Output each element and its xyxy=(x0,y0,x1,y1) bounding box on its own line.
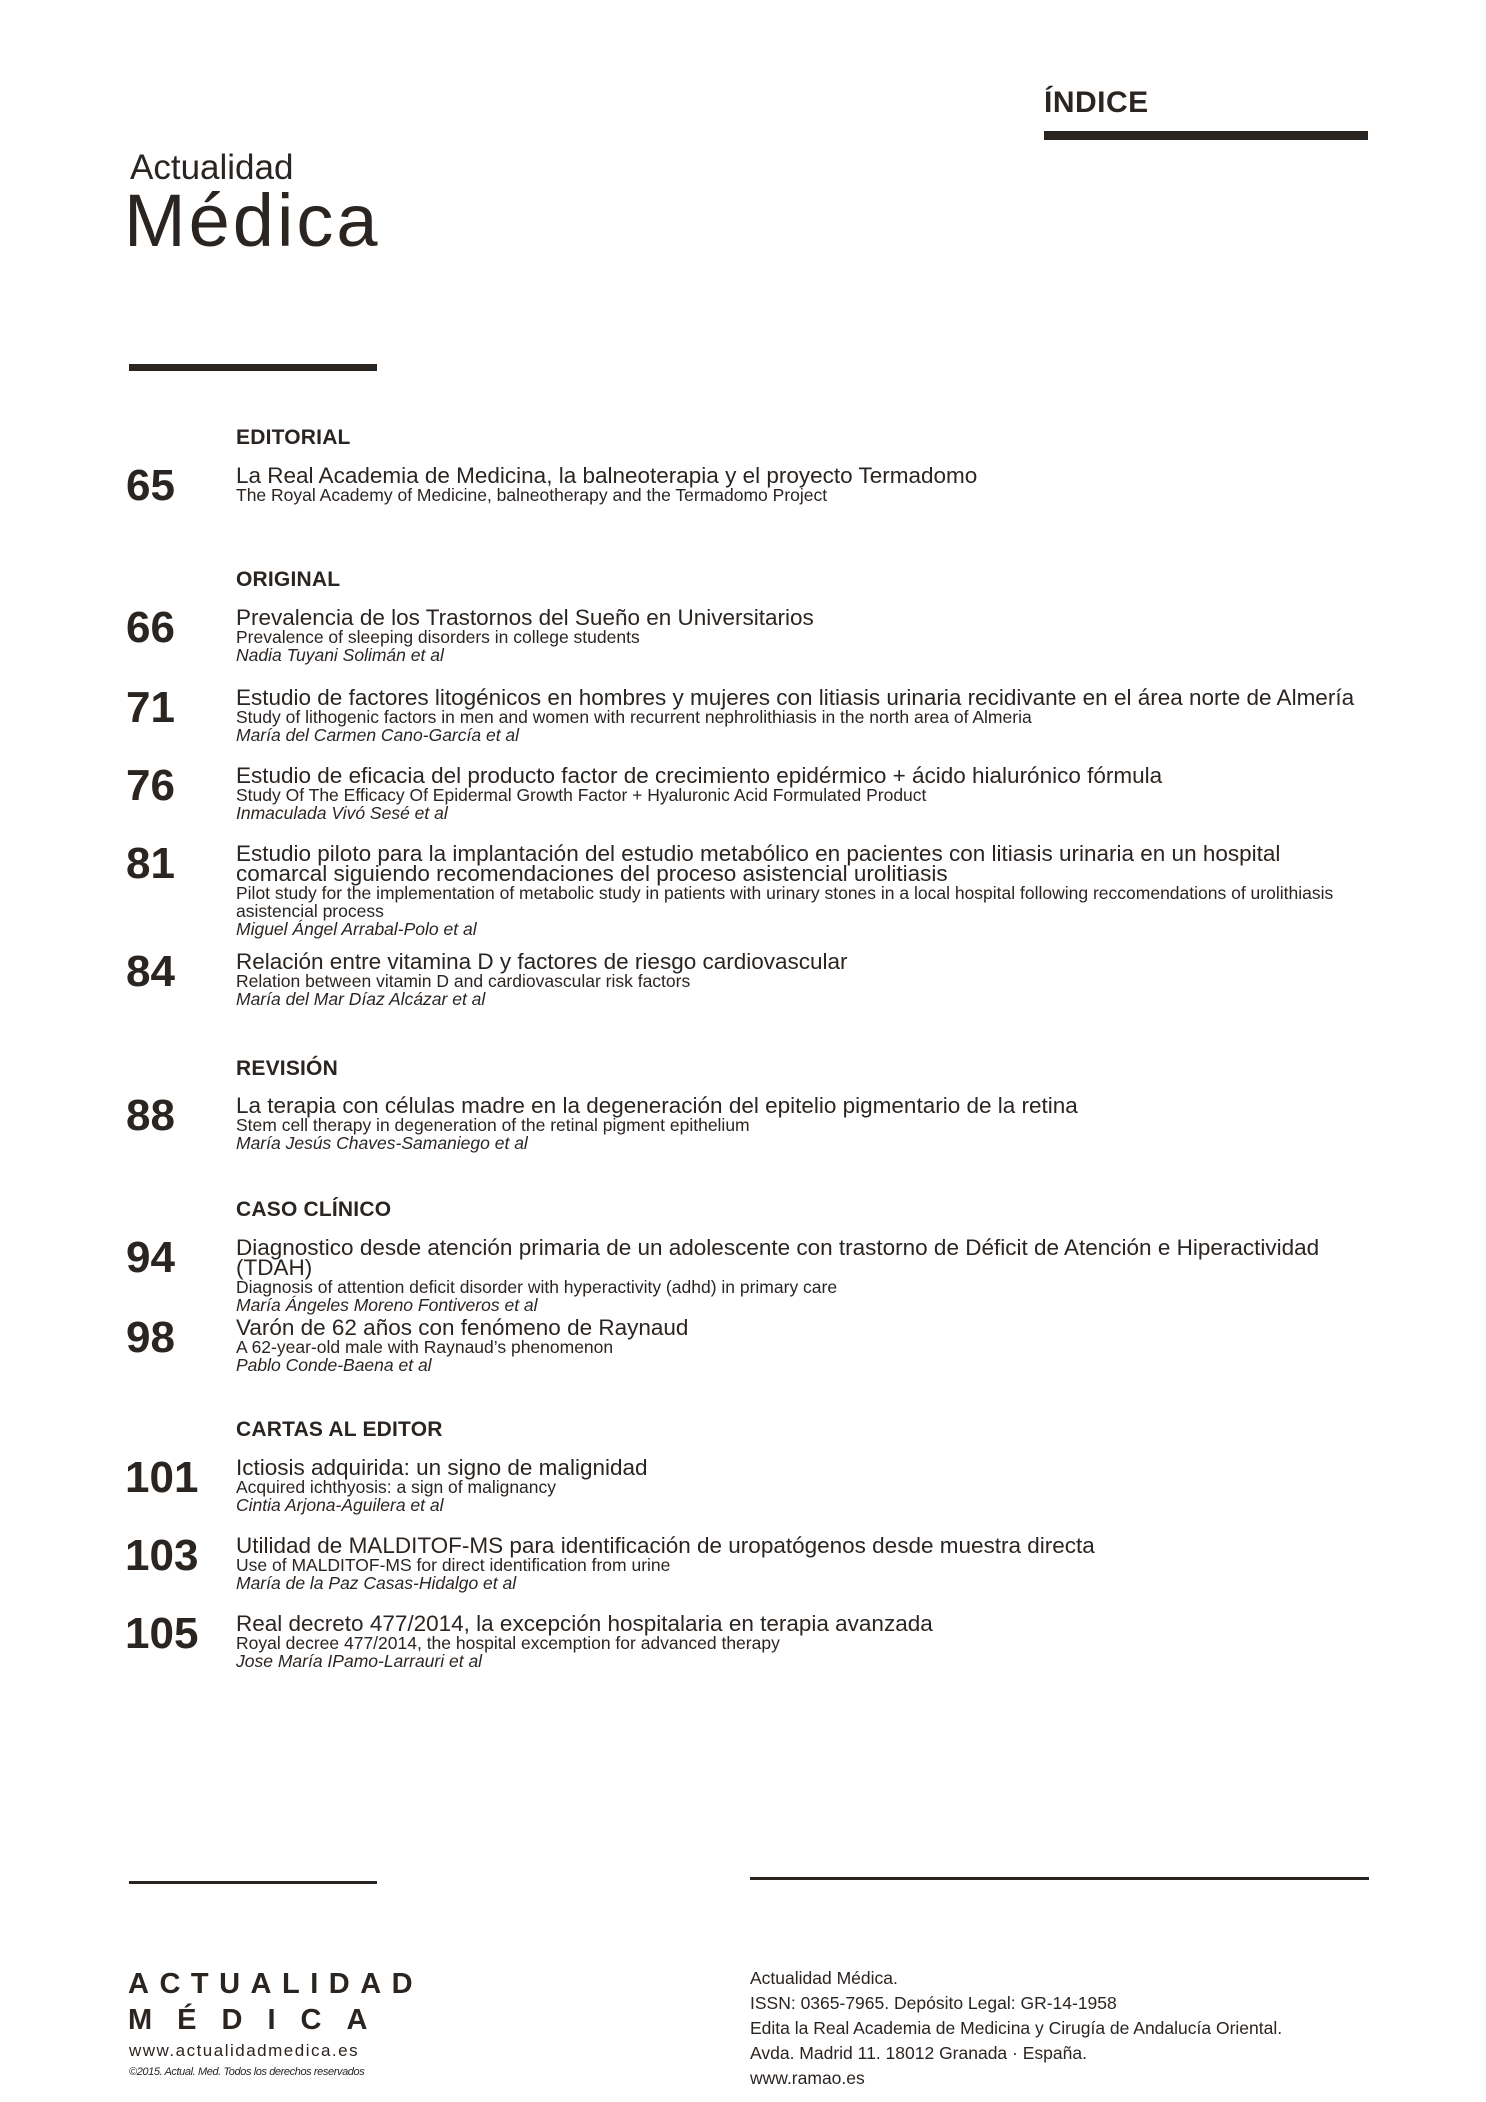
article-title-en: Use of MALDITOF-MS for direct identification from urine xyxy=(236,1555,671,1575)
footer-brand-line2: MÉDICA xyxy=(128,2004,393,2036)
article-authors: María del Mar Díaz Alcázar et al xyxy=(236,989,486,1009)
entry-text xyxy=(236,1611,1366,1671)
article-title-es[interactable]: Estudio piloto para la implantación del estudio metabólico en pacientes con litiasis urinaria en un hospital comarcal siguiendo recomendaciones del proceso asistencial urolitiasis xyxy=(236,841,1281,886)
footer-brand-line1: ACTUALIDAD xyxy=(128,1968,424,2000)
article-authors: Inmaculada Vivó Sesé et al xyxy=(236,803,448,823)
index-title-rule xyxy=(1044,131,1368,140)
entry-text xyxy=(236,1455,1366,1515)
article-title-en: Prevalence of sleeping disorders in college students xyxy=(236,627,640,647)
entry-text xyxy=(236,1315,1366,1375)
page-number: 76 xyxy=(126,761,175,810)
article-authors: María Ángeles Moreno Fontiveros et al xyxy=(236,1295,538,1315)
article-authors: Pablo Conde-Baena et al xyxy=(236,1355,432,1375)
index-title: ÍNDICE xyxy=(1044,86,1149,119)
page-number: 66 xyxy=(126,603,175,652)
publisher-line: Avda. Madrid 11. 18012 Granada · España. xyxy=(750,2043,1087,2063)
entry-text xyxy=(236,605,1366,665)
article-title-en: Diagnosis of attention deficit disorder with hyperactivity (adhd) in primary care xyxy=(236,1277,838,1297)
article-title-en: Pilot study for the implementation of metabolic study in patients with urinary stones in a local hospital following reccomendations of urolithiasis asistencial process xyxy=(236,883,1334,921)
publisher-line: ISSN: 0365-7965. Depósito Legal: GR-14-1958 xyxy=(750,1993,1117,2013)
article-title-es[interactable]: Real decreto 477/2014, la excepción hospitalaria en terapia avanzada xyxy=(236,1611,933,1636)
entry-text xyxy=(236,1235,1366,1315)
section-heading: EDITORIAL xyxy=(236,426,351,449)
page-number: 81 xyxy=(126,839,175,888)
article-title-es[interactable]: Utilidad de MALDITOF-MS para identificación de uropatógenos desde muestra directa xyxy=(236,1533,1095,1558)
entry-text xyxy=(236,1093,1366,1153)
entry-text xyxy=(236,949,1366,1009)
article-title-es[interactable]: Estudio de eficacia del producto factor de crecimiento epidérmico + ácido hialurónico fórmula xyxy=(236,763,1163,788)
page-number: 101 xyxy=(125,1453,199,1502)
footer-website-link[interactable]: www.actualidadmedica.es xyxy=(129,2041,360,2060)
article-authors: Miguel Ángel Arrabal-Polo et al xyxy=(236,919,477,939)
article-authors: María de la Paz Casas-Hidalgo et al xyxy=(236,1573,517,1593)
page-number: 84 xyxy=(126,947,175,996)
page-number: 88 xyxy=(126,1091,175,1140)
page-number: 71 xyxy=(126,683,175,732)
article-title-es[interactable]: La terapia con células madre en la degeneración del epitelio pigmentario de la retina xyxy=(236,1093,1078,1118)
article-authors: Cintia Arjona-Aguilera et al xyxy=(236,1495,444,1515)
article-authors: María del Carmen Cano-García et al xyxy=(236,725,520,745)
entry-text xyxy=(236,1533,1366,1593)
header-divider xyxy=(129,364,377,371)
article-title-en: The Royal Academy of Medicine, balneotherapy and the Termadomo Project xyxy=(236,485,828,505)
publisher-website-link[interactable]: www.ramao.es xyxy=(750,2068,865,2088)
article-title-en: Stem cell therapy in degeneration of the retinal pigment epithelium xyxy=(236,1115,750,1135)
article-title-en: Study Of The Efficacy Of Epidermal Growth Factor + Hyaluronic Acid Formulated Product xyxy=(236,785,927,805)
article-title-en: Acquired ichthyosis: a sign of malignancy xyxy=(236,1477,557,1497)
article-title-es[interactable]: Relación entre vitamina D y factores de riesgo cardiovascular xyxy=(236,949,848,974)
article-title-es[interactable]: Diagnostico desde atención primaria de un adolescente con trastorno de Déficit de Atención e Hiperactividad (TDAH) xyxy=(236,1235,1320,1280)
article-authors: Nadia Tuyani Solimán et al xyxy=(236,645,444,665)
article-authors: María Jesús Chaves-Samaniego et al xyxy=(236,1133,528,1153)
article-title-en: Royal decree 477/2014, the hospital excemption for advanced therapy xyxy=(236,1633,780,1653)
footer-copyright: ©2015. Actual. Med. Todos los derechos reservados xyxy=(129,2066,365,2078)
entry-text xyxy=(236,841,1366,939)
section-heading: ORIGINAL xyxy=(236,568,341,591)
page-number: 105 xyxy=(125,1609,199,1658)
article-title-en: A 62-year-old male with Raynaud’s phenomenon xyxy=(236,1337,614,1357)
page-number: 65 xyxy=(126,461,175,510)
page-number: 94 xyxy=(126,1233,175,1282)
article-title-es[interactable]: Prevalencia de los Trastornos del Sueño en Universitarios xyxy=(236,605,814,630)
section-heading: CARTAS AL EDITOR xyxy=(236,1418,443,1441)
article-title-es[interactable]: La Real Academia de Medicina, la balneoterapia y el proyecto Termadomo xyxy=(236,463,978,488)
page-number: 98 xyxy=(126,1313,175,1362)
article-authors: Jose María IPamo-Larrauri et al xyxy=(236,1651,483,1671)
section-heading: REVISIÓN xyxy=(236,1057,338,1080)
entry-text xyxy=(236,685,1366,745)
footer-divider-right xyxy=(750,1877,1369,1880)
article-title-en: Relation between vitamin D and cardiovascular risk factors xyxy=(236,971,691,991)
article-title-es[interactable]: Ictiosis adquirida: un signo de malignidad xyxy=(236,1455,648,1480)
entry-text xyxy=(236,763,1366,823)
journal-name-large: Médica xyxy=(124,179,381,262)
article-title-en: Study of lithogenic factors in men and women with recurrent nephrolithiasis in the north area of Almeria xyxy=(236,707,1032,727)
publisher-line: Actualidad Médica. xyxy=(750,1968,898,1988)
section-heading: CASO CLÍNICO xyxy=(236,1198,392,1221)
publisher-line: Edita la Real Academia de Medicina y Cirugía de Andalucía Oriental. xyxy=(750,2018,1283,2038)
article-title-es[interactable]: Varón de 62 años con fenómeno de Raynaud xyxy=(236,1315,689,1340)
entry-text xyxy=(236,463,1366,505)
journal-name-small: Actualidad xyxy=(130,148,294,187)
publisher-info xyxy=(750,1966,1282,2091)
page-number: 103 xyxy=(125,1531,199,1580)
footer-divider-left xyxy=(129,1881,377,1884)
article-title-es[interactable]: Estudio de factores litogénicos en hombres y mujeres con litiasis urinaria recidivante en el área norte de Almería xyxy=(236,685,1355,710)
